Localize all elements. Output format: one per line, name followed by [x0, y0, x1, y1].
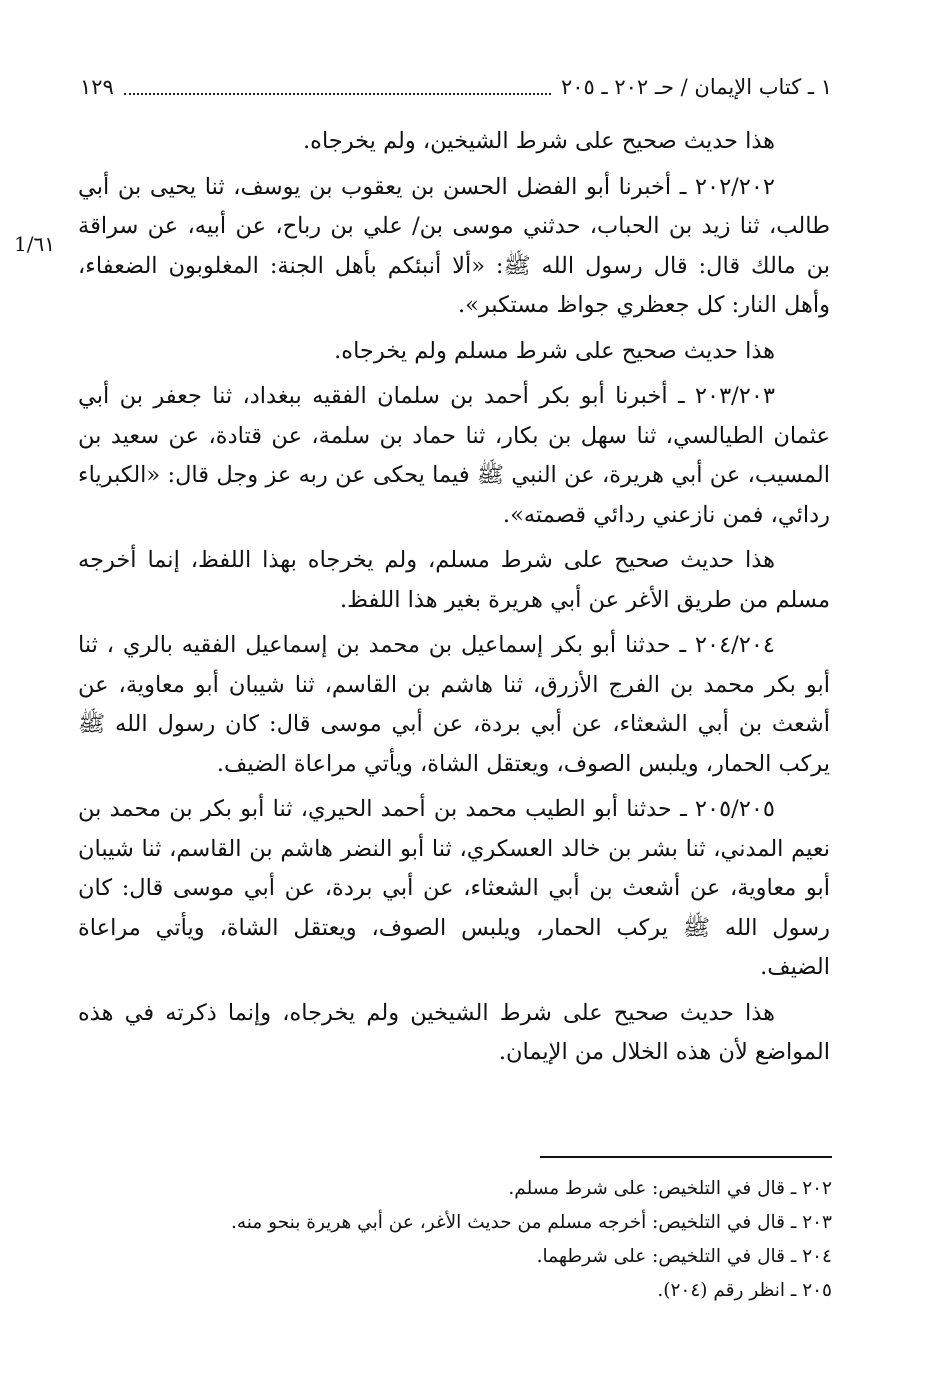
footnote-202: ٢٠٢ ـ قال في التلخيص: على شرط مسلم. [508, 1178, 832, 1199]
footnote-204: ٢٠٤ ـ قال في التلخيص: على شرطهما. [536, 1246, 832, 1267]
running-header [80, 72, 832, 102]
page-number: ١٢٩ [80, 75, 114, 99]
hadith-202: ٢٠٢/٢٠٢ ـ أخبرنا أبو الفضل الحسن بن يعقوب بن يوسف، ثنا يحيى بن أبي طالب، ثنا زيد بن الحباب، حدثني موسى بن/ علي بن رباح، عن أبيه، عن سراقة بن مالك قال: قال رسول الله ﷺ: «ألا أنبئكم بأهل الجنة: المغلوبون الضعفاء، وأهل النار: كل جعظري جواظ مستكبر». [78, 173, 830, 318]
hadith-204: ٢٠٤/٢٠٤ ـ حدثنا أبو بكر إسماعيل بن محمد بن إسماعيل الفقيه بالري ، ثنا أبو بكر محمد بن الفرج الأزرق، ثنا هاشم بن القاسم، ثنا شيبان أبو معاوية، عن أشعث بن أبي الشعثاء، عن أبي بردة، عن أبي موسى قال: كان رسول الله ﷺ يركب الحمار، ويلبس الصوف، ويعتقل الشاة، ويأتي مراعاة الضيف. [78, 632, 830, 777]
chapter-title: ١ ـ كتاب الإيمان / حـ ٢٠٢ ـ ٢٠٥ [560, 75, 832, 99]
paragraph: هذا حديث صحيح على شرط مسلم ولم يخرجاه. [334, 337, 775, 364]
footnotes [120, 1172, 832, 1308]
footnote-203: ٢٠٣ ـ قال في التلخيص: أخرجه مسلم من حديث الأغر، عن أبي هريرة بنحو منه. [231, 1212, 832, 1233]
main-text [78, 122, 830, 1079]
leader-dots [124, 79, 551, 95]
footnote-205: ٢٠٥ ـ انظر رقم (٢٠٤). [657, 1280, 832, 1301]
paragraph: هذا حديث صحيح على شرط الشيخين، ولم يخرجاه. [303, 128, 775, 154]
hadith-203: ٢٠٣/٢٠٣ ـ أخبرنا أبو بكر أحمد بن سلمان الفقيه ببغداد، ثنا جعفر بن أبي عثمان الطيالسي، ثنا سهل بن بكار، ثنا حماد بن سلمة، عن قتادة، عن سعيد بن المسيب، عن أبي هريرة، عن النبي ﷺ فيما يحكى عن ربه عز وجل قال: «الكبرياء ردائي، فمن نازعني ردائي قصمته». [78, 383, 830, 528]
hadith-205: ٢٠٥/٢٠٥ ـ حدثنا أبو الطيب محمد بن أحمد الحيري، ثنا أبو بكر بن محمد بن نعيم المدني، ثنا بشر بن خالد العسكري، ثنا أبو النضر هاشم بن القاسم، ثنا شيبان أبو معاوية، عن أشعث بن أبي الشعثاء، عن أبي بردة، عن أبي موسى قال: كان رسول الله ﷺ يركب الحمار، ويلبس الصوف، ويعتقل الشاة، ويأتي مراعاة الضيف. [78, 796, 830, 980]
paragraph: هذا حديث صحيح على شرط الشيخين ولم يخرجاه، وإنما ذكرته في هذه المواضع لأن هذه الخلال من الإيمان. [78, 999, 830, 1065]
paragraph: هذا حديث صحيح على شرط مسلم، ولم يخرجاه بهذا اللفظ، إنما أخرجه مسلم من طريق الأغر عن أبي هريرة بغير هذا اللفظ. [78, 547, 830, 613]
margin-reference: 1/٦١ [14, 232, 55, 256]
footnote-divider [540, 1156, 832, 1158]
